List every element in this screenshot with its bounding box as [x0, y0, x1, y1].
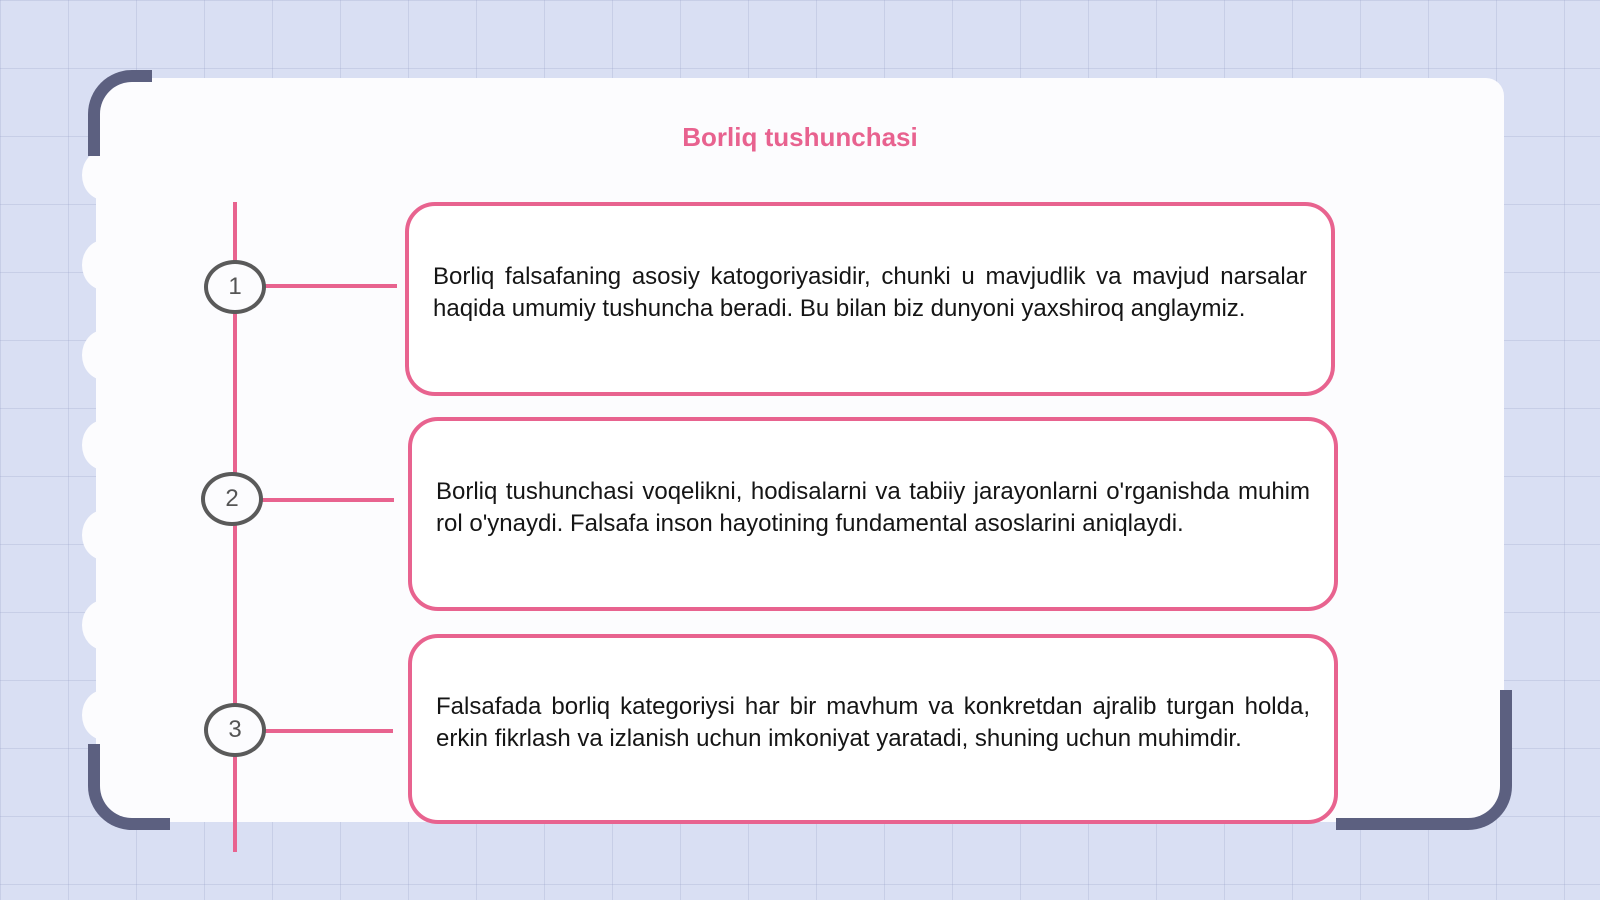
card-edge-scallop — [82, 330, 126, 380]
corner-bracket-bottom-left — [88, 744, 170, 830]
text-box-1-content: Borliq falsafaning asosiy katogoriyasidir, chunki u mavjudlik va mavjud narsalar haqida umumiy tushuncha beradi. Bu bilan biz dunyoni yaxshiroq anglaymiz. — [433, 263, 1307, 322]
timeline-connector-1 — [265, 284, 397, 288]
timeline-connector-2 — [262, 498, 394, 502]
corner-bracket-top-left — [88, 70, 152, 156]
text-box-1 — [405, 202, 1335, 396]
step-number-1: 1 — [204, 260, 266, 314]
slide-title: Borliq tushunchasi — [682, 122, 918, 152]
card-edge-scallop — [82, 150, 126, 200]
corner-bracket-bottom-right — [1336, 690, 1512, 830]
text-box-3 — [408, 634, 1338, 824]
text-box-2-content: Borliq tushunchasi voqelikni, hodisalarni va tabiiy jarayonlarni o'rganishda muhim rol o'ynaydi. Falsafa inson hayotining fundamental asoslarini aniqlaydi. — [436, 478, 1310, 537]
card-edge-scallop — [82, 420, 126, 470]
card-edge-scallop — [82, 510, 126, 560]
step-number-2: 2 — [201, 472, 263, 526]
timeline-connector-3 — [265, 729, 393, 733]
step-number-3: 3 — [204, 703, 266, 757]
text-box-2 — [408, 417, 1338, 611]
card-edge-scallop — [82, 600, 126, 650]
card-edge-scallop — [82, 690, 126, 740]
card-edge-scallop — [82, 240, 126, 290]
text-box-3-content: Falsafada borliq kategoriysi har bir mavhum va konkretdan ajralib turgan holda, erkin fikrlash va izlanish uchun imkoniyat yaratadi, shuning uchun muhimdir. — [436, 693, 1310, 752]
